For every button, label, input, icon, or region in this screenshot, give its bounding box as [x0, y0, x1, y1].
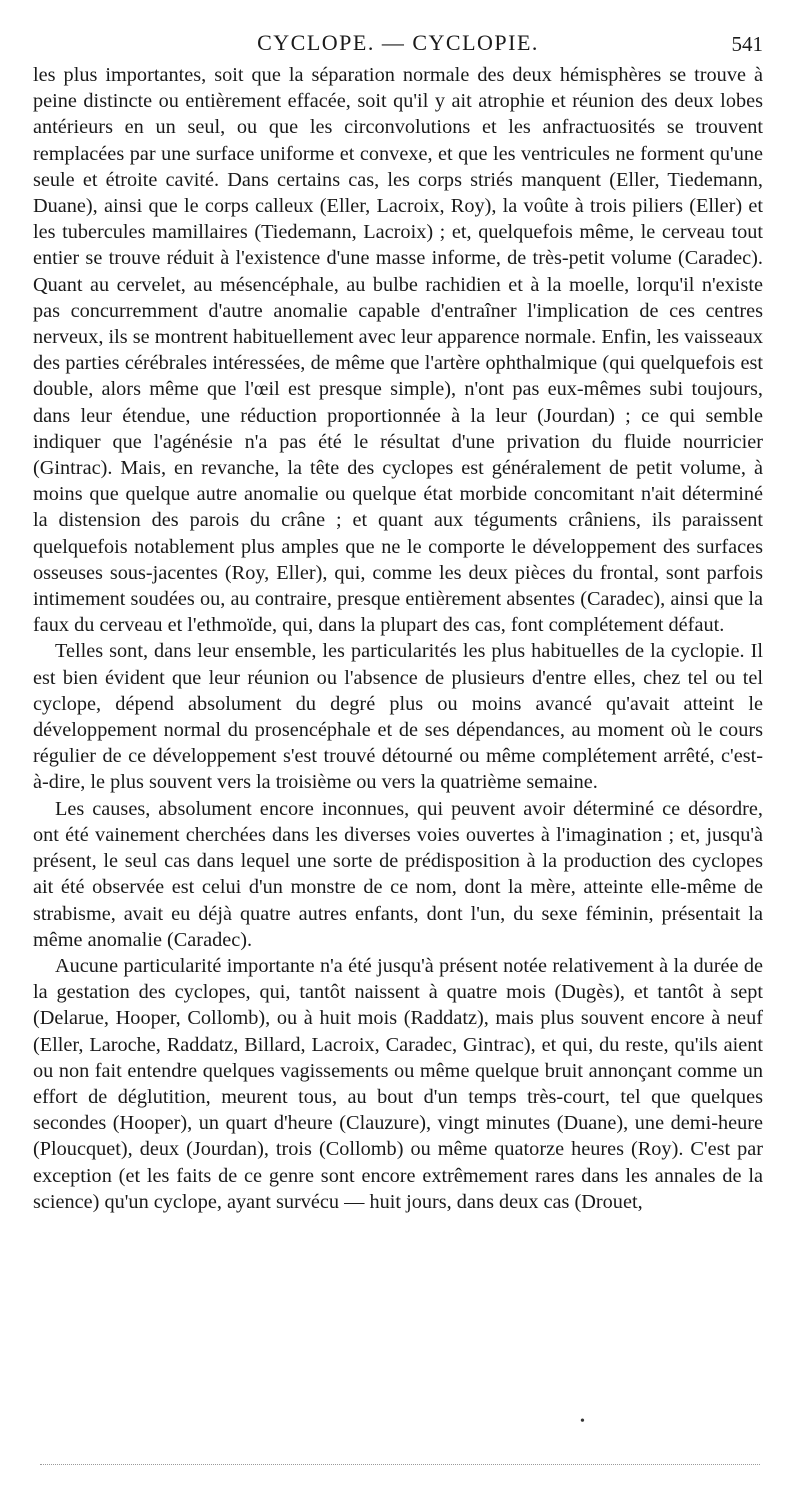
footer-rule: [40, 1464, 760, 1465]
page-number: 541: [731, 32, 763, 56]
print-mark: •: [580, 1414, 585, 1429]
running-title: CYCLOPE. — CYCLOPIE.: [257, 30, 539, 55]
paragraph-4: Aucune particularité importante n'a été jusqu'à présent notée relativement à la durée de la gestation des cyclopes, qui, tantôt naissent à quatre mois (Dugès), et tantôt à sept (Delarue, Hooper, Collomb), ou à huit mois (Raddatz), mais plus souvent encore à neuf (Eller, Laroche, Raddatz, Billard, Lacroix, Caradec, Gintrac), et qui, du reste, qu'ils aient ou non fait entendre quelques vagissements ou même quelque bruit annonçant comme un effort de déglutition, meurent tous, au bout d'un temps très-court, tel que quelques secondes (Hooper), un quart d'heure (Clauzure), vingt minutes (Duane), une demi-heure (Ploucquet), deux (Jourdan), trois (Collomb) ou même quatorze heures (Roy). C'est par exception (et les faits de ce genre sont encore extrêmement rares dans les annales de la science) qu'un cyclope, ayant survécu — huit jours, dans deux cas (Drouet,: [33, 954, 763, 1213]
body-text: [33, 62, 763, 1215]
paragraph-1: les plus importantes, soit que la séparation normale des deux hémisphères se trouve à peine distincte ou entièrement effacée, soit qu'il y ait atrophie et réunion des deux lobes antérieurs en un seul, ou que les circonvolutions et les anfractuosités se trouvent remplacées par une surface uniforme et convexe, et que les ventricules ne forment qu'une seule et étroite cavité. Dans certains cas, les corps striés manquent (Eller, Tiedemann, Duane), ainsi que le corps calleux (Eller, Lacroix, Roy), la voûte à trois piliers (Eller) et les tubercules mamillaires (Tiedemann, Lacroix) ; et, quelquefois même, le cerveau tout entier se trouve réduit à l'existence d'une masse informe, de très-petit volume (Caradec). Quant au cervelet, au mésencéphale, au bulbe rachidien et à la moelle, lorqu'il n'existe pas concurremment d'autre anomalie capable d'entraîner l'implication de ces centres nerveux, ils se montrent habituellement avec leur apparence normale. Enfin, les vaisseaux des parties cérébrales intéressées, de même que l'artère ophthalmique (qui quelquefois est double, alors même que l'œil est presque simple), n'ont pas eux-mêmes subi toujours, dans leur étendue, une réduction proportionnée à la leur (Jourdan) ; ce qui semble indiquer que l'agénésie n'a pas été le résultat d'une privation du fluide nourricier (Gintrac). Mais, en revanche, la tête des cyclopes est généralement de petit volume, à moins que quelque autre anomalie ou quelque état morbide concomitant n'ait déterminé la distension des parois du crâne ; et quant aux téguments crâniens, ils paraissent quelquefois notablement plus amples que ne le comporte le développement des surfaces osseuses sous-jacentes (Roy, Eller), qui, comme les deux pièces du frontal, sont parfois intimement soudées ou, au contraire, presque entièrement absentes (Caradec), ainsi que la faux du cerveau et l'ethmoïde, qui, dans la plupart des cas, font complétement défaut.: [33, 64, 763, 637]
paragraph-3: Les causes, absolument encore inconnues, qui peuvent avoir déterminé ce désordre, ont été vainement cherchées dans les diverses voies ouvertes à l'imagination ; et, jusqu'à présent, le seul cas dans lequel une sorte de prédisposition à la production des cyclopes ait été observée est celui d'un monstre de ce nom, dont la mère, atteinte elle-même de strabisme, avait eu déjà quatre autres enfants, dont l'un, du sexe féminin, présentait la même anomalie (Caradec).: [33, 797, 763, 951]
paragraph-2: Telles sont, dans leur ensemble, les particularités les plus habituelles de la cyclopie. Il est bien évident que leur réunion ou l'absence de plusieurs d'entre elles, chez tel ou tel cyclope, dépend absolument du degré plus ou moins avancé qu'avait atteint le développement normal du prosencéphale et de ses dépendances, au moment où le cours régulier de ce développement s'est trouvé détourné ou même complétement arrêté, c'est-à-dire, le plus souvent vers la troisième ou vers la quatrième semaine.: [33, 640, 763, 794]
running-head: [33, 26, 763, 60]
